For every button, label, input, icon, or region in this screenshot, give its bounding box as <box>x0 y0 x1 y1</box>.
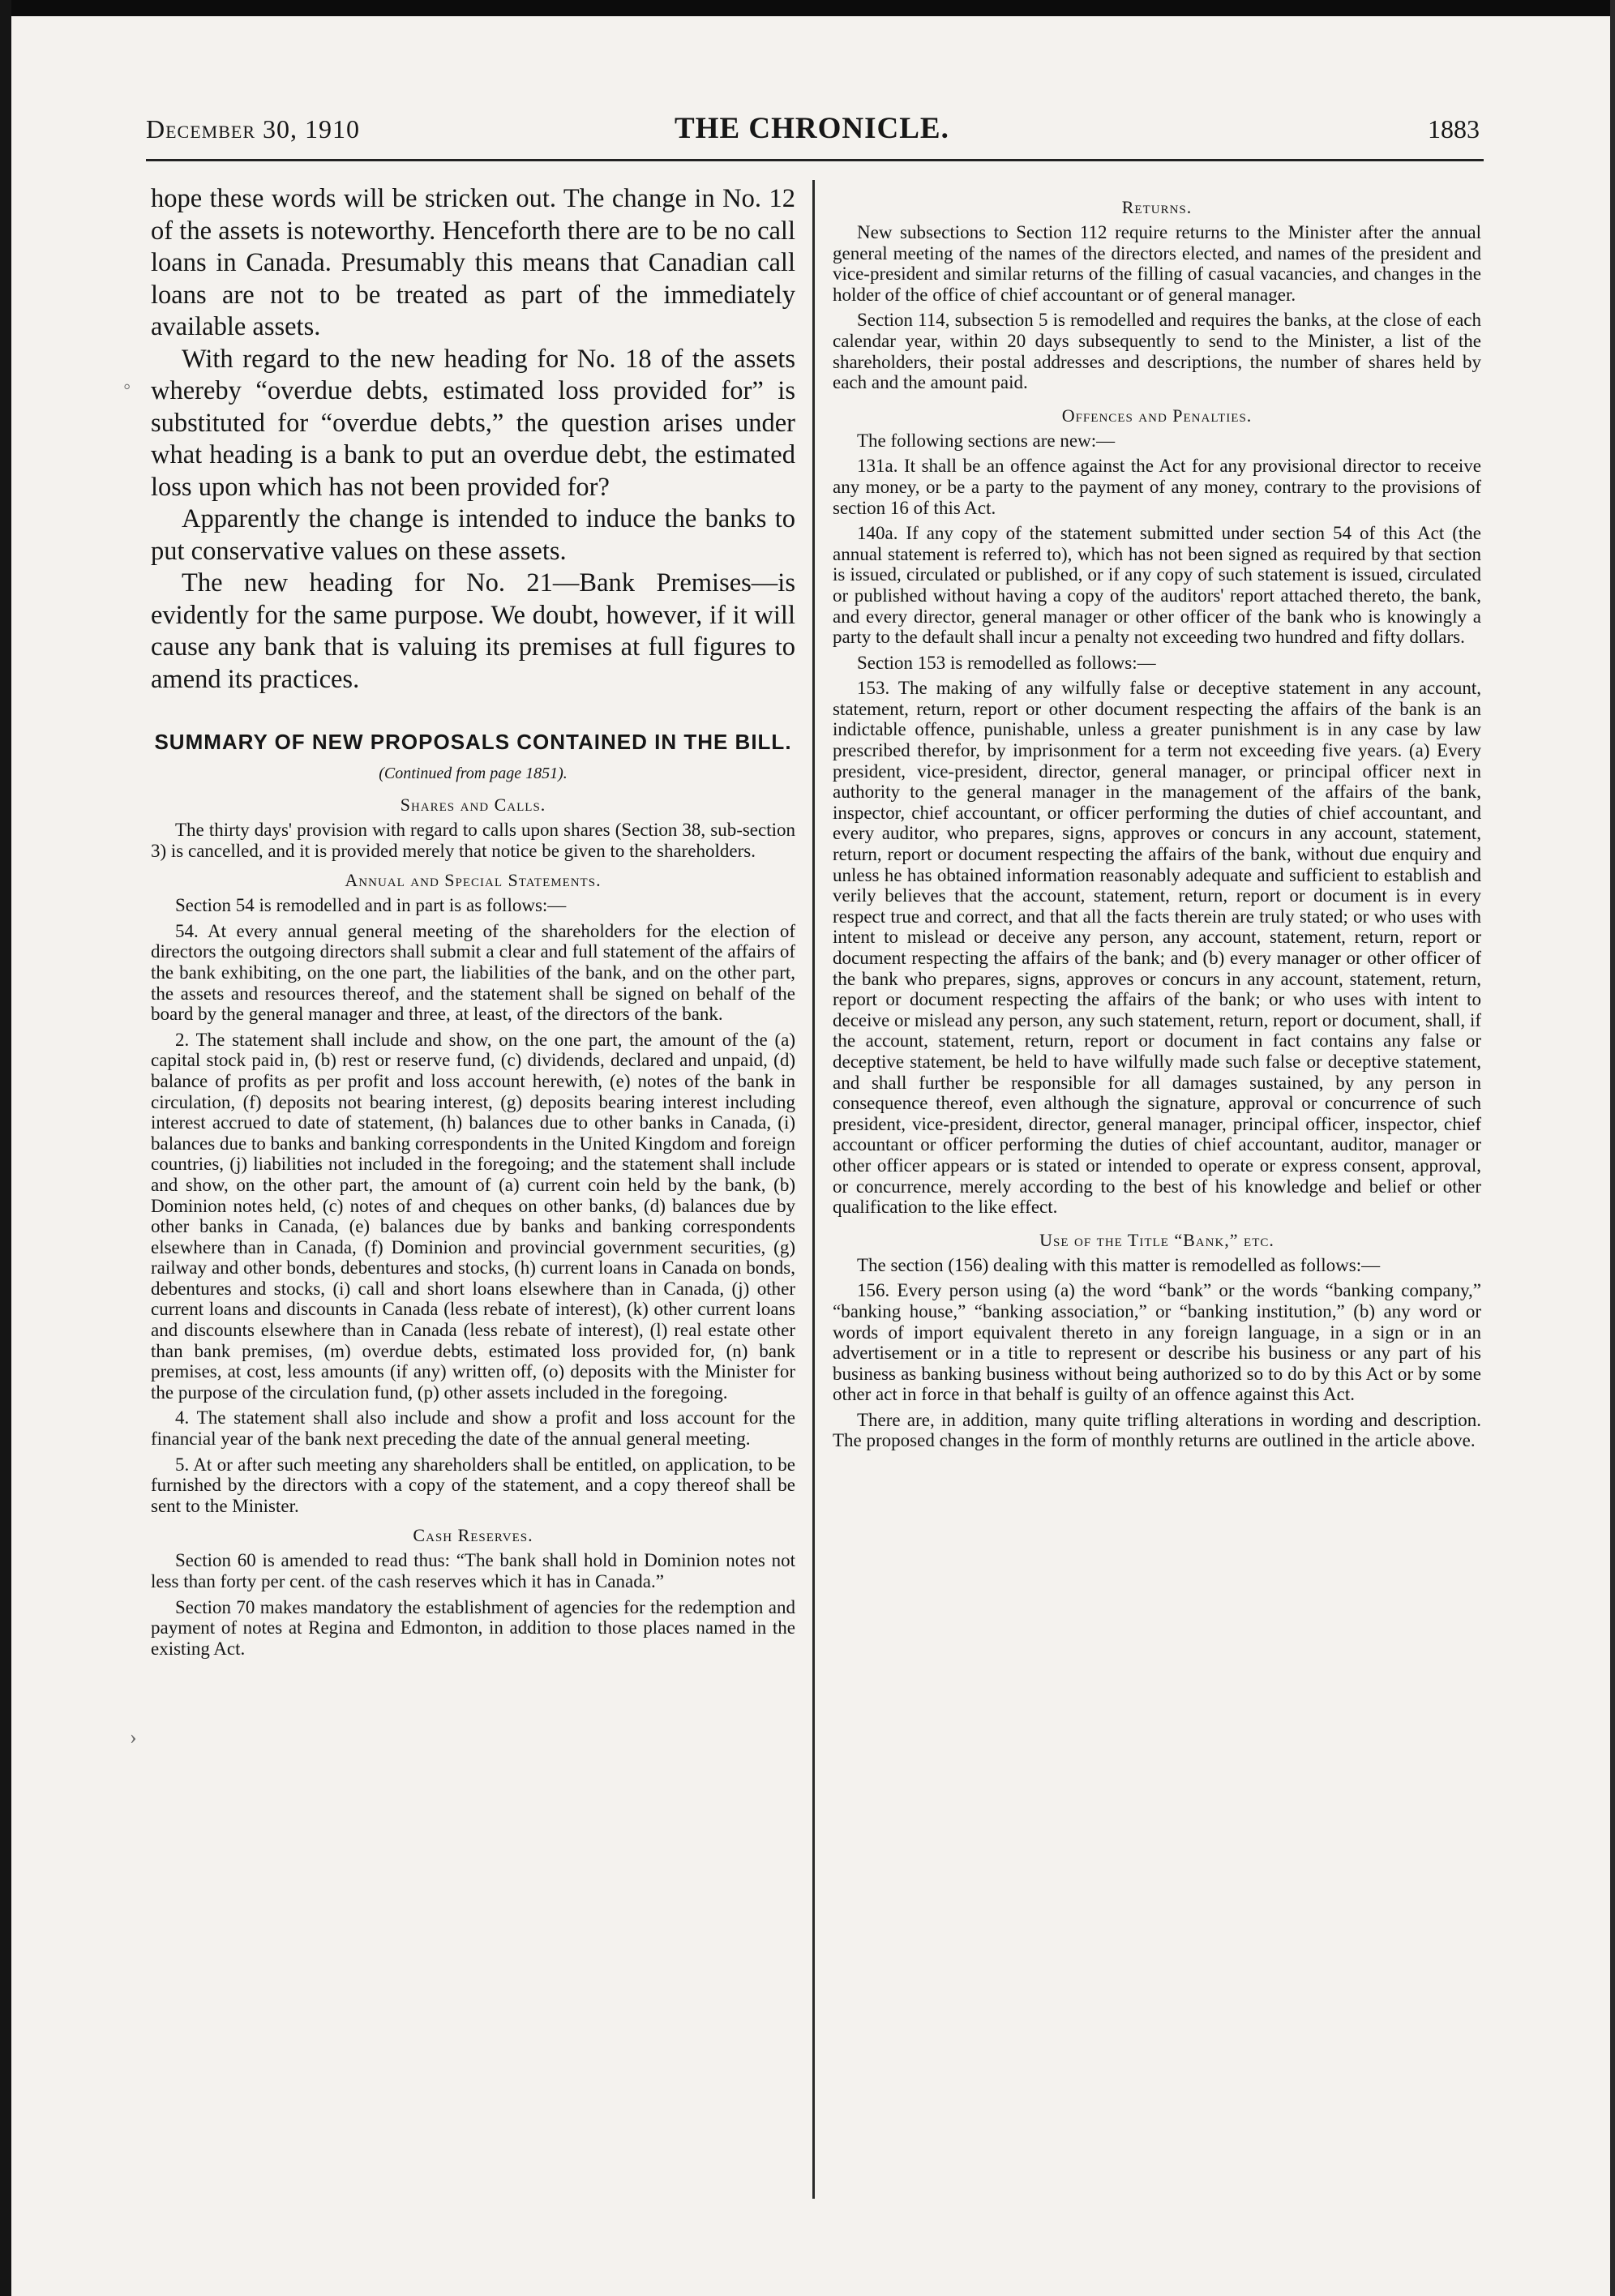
paragraph: 54. At every annual general meeting of the shareholders for the election of directors the outgoing directors shall submit a clear and full statement of the affairs of the bank exhibiting, on the one part, the liabilities of the bank, and on the other part, the assets and resources thereof, and the statement shall be signed on behalf of the board by the general manager and three, at least, of the directors of the bank. <box>151 920 795 1025</box>
offences-section <box>833 430 1481 1218</box>
paragraph: The following sections are new:— <box>857 430 1116 451</box>
scan-speck: › <box>130 1725 137 1749</box>
paragraph: Section 60 is amended to read thus: “The bank shall hold in Dominion notes not less than forty per cent. of the cash reserves which it has in Canada.” <box>151 1550 795 1591</box>
annual-section <box>151 895 795 1516</box>
paragraph: 156. Every person using (a) the word “bank” or the words “banking company,” “banking house,” “banking association,” or “banking institution,” (b) any word or words of import equivalent thereto in any foreign language, in a sign or in an advertisement or in a title to represent or describe his business or any part of his business as banking business without being authorized so to do by this Act or by some other act in force in that behalf is guilty of an offence against this Act. <box>833 1280 1481 1405</box>
offences-heading: Offences and Penalties. <box>1061 405 1253 426</box>
right-column <box>833 183 1481 1451</box>
paragraph: New subsections to Section 112 require returns to the Minister after the annual general meeting of the names of the directors elected, and names of the president and vice-president and similar returns of the filling of casual vacancies, and changes in the holder of the office of chief accountant or of general manager. <box>833 222 1481 305</box>
paragraph: Section 114, subsection 5 is remodelled and requires the banks, at the close of each calendar year, within 20 days subsequently to send to the Minister, a list of the shareholders, their postal addresses and descriptions, the number of shares held by each and the amount paid. <box>833 310 1481 393</box>
paragraph: Section 153 is remodelled as follows:— <box>857 652 1156 673</box>
scan-speck: ◦ <box>123 375 131 398</box>
paragraph: With regard to the new heading for No. 18 of the assets whereby “overdue debts, estimated loss provided for” is substituted for “overdue debts,” the question arises under what heading is a bank to put an overdue debt, the estimated loss upon which has not been provided for? <box>151 344 795 502</box>
summary-title: SUMMARY OF NEW PROPOSALS CONTAINED IN THE BILL. <box>154 730 792 754</box>
column-divider <box>812 180 815 2199</box>
paragraph: The section (156) dealing with this matter is remodelled as follows:— <box>857 1254 1381 1275</box>
paragraph: 5. At or after such meeting any shareholders shall be entitled, on application, to be furnished by the directors with a copy of the statement, and a copy thereof shall be sent to the Minister. <box>151 1454 795 1516</box>
shares-heading: Shares and Calls. <box>400 795 546 815</box>
editorial-text <box>151 183 795 696</box>
shares-section <box>151 820 795 861</box>
paragraph: Section 70 makes mandatory the establishment of agencies for the redemption and payment of notes at Regina and Edmonton, in addition to those places named in the existing Act. <box>151 1596 795 1659</box>
cash-section <box>151 1550 795 1659</box>
bank-title-section <box>833 1255 1481 1451</box>
paragraph: 4. The statement shall also include and show a profit and loss account for the financial year of the bank next preceding the date of the annual general meeting. <box>151 1407 795 1450</box>
paragraph: 131a. It shall be an offence against the Act for any provisional director to receive any money, or be a party to the payment of any money, contrary to the provisions of section 16 of this Act. <box>833 456 1481 518</box>
scan-edge-top <box>0 0 1615 16</box>
paragraph: There are, in addition, many quite trifling alterations in wording and description. The proposed changes in the form of monthly returns are outlined in the article above. <box>833 1409 1481 1451</box>
paragraph: Section 54 is remodelled and in part is as follows:— <box>175 895 567 916</box>
returns-section <box>833 222 1481 393</box>
paragraph: Apparently the change is intended to induce the banks to put conservative values on these assets. <box>151 504 795 566</box>
paragraph: 140a. If any copy of the statement submitted under section 54 of this Act (the annual statement is referred to), which has not been signed as required by that section is issued, circulated or published, or if any copy of such statement is issued, circulated or published without having a copy of the auditors' report attached thereto, the bank, and every director, general manager or other officer of the bank who is knowingly a party to the default shall incur a penalty not exceeding two hundred and fifty dollars. <box>833 523 1481 648</box>
publication-title: THE CHRONICLE. <box>675 112 949 145</box>
scan-edge-right <box>1610 0 1615 2296</box>
annual-heading: Annual and Special Statements. <box>345 870 602 891</box>
scan-edge-left <box>0 0 11 2296</box>
continued-note: (Continued from page 1851). <box>379 765 568 782</box>
page-number: 1883 <box>1428 114 1480 144</box>
paragraph: The new heading for No. 21—Bank Premises—is evidently for the same purpose. We doubt, however, if it will cause any bank that is valuing its premises at full figures to amend its practices. <box>151 568 795 694</box>
bank-title-heading: Use of the Title “Bank,” etc. <box>1039 1229 1274 1250</box>
paragraph: 153. The making of any wilfully false or deceptive statement in any account, statement, return, report or other document respecting the affairs of the bank is an indictable offence, punishable, unless a greater punishment is in any case by law prescribed therefor, by imprisonment for a term not exceeding five years. (a) Every president, vice-president, director, general manager, or principal officer next in authority to the general manager in the management of the affairs of the bank, inspector, chief accountant, or officer performing the duties of chief accountant, and every auditor, who prepares, signs, approves or concurs in any account, statement, return, report or document respecting the affairs of the bank, without due enquiry and unless he has obtained information reasonably adequate and sufficient to establish and verily believes that the account, statement, return, report or document is in every respect true and correct, and that all the facts therein are truly stated; or who uses with intent to mislead or deceive any person, any account, statement, return, report or document respecting the affairs of the bank; and (b) every manager or other officer of the bank who prepares, signs, approves or concurs in any account, statement, return, report or document respecting the affairs of the bank; or who uses with intent to deceive or mislead any person, any such statement, return, report or document, shall, if the account, statement, return, report or document in fact contains any false or deceptive statement, be held to have wilfully made such false or deceptive statement, and shall further be responsible for all damages sustained, by any person in consequence thereof, even although the signature, approval or concurrence of such president, vice-president, director, general manager, principal officer, inspector, chief accountant or officer performing the duties of chief accountant, auditor, manager or other officer appears or is stated or intended to operate or express consent, approval, or concurrence, merely according to the best of his knowledge and belief or other qualification to the like effect. <box>833 678 1481 1218</box>
cash-heading: Cash Reserves. <box>413 1525 533 1546</box>
paragraph: hope these words will be stricken out. The change in No. 12 of the assets is noteworthy. Henceforth there are to be no call loans in Canada. Presumably this means that Canadian call loans are not to be treated as part of the immediately available assets. <box>151 184 795 341</box>
left-column <box>151 183 795 1659</box>
header-rule <box>146 159 1484 161</box>
paragraph: The thirty days' provision with regard to calls upon shares (Section 38, sub-section 3) is cancelled, and it is provided merely that notice be given to the shareholders. <box>151 820 795 861</box>
paragraph: 2. The statement shall include and show, on the one part, the amount of the (a) capital stock paid in, (b) rest or reserve fund, (c) dividends, declared and unpaid, (d) balance of profits as per profit and loss account herewith, (e) notes of the bank in circulation, (f) deposits not bearing interest, (g) deposits bearing interest including interest accrued to date of statement, (h) balances due to other banks in Canada, (i) balances due to banks and banking correspondents in the United Kingdom and foreign countries, (j) liabilities not included in the foregoing; and the statement shall include and show, on the other part, the amount of (a) current coin held by the bank, (b) Dominion notes held, (c) notes of and cheques on other banks, (d) balances due by other banks in Canada, (e) balances due by banks and banking correspondents elsewhere than in Canada, (f) Dominion and provincial government securities, (g) railway and other bonds, debentures and stocks, (h) current loans in Canada on bonds, debentures and stocks, (i) call and short loans elsewhere than in Canada, (j) other current loans and discounts in Canada (less rebate of interest), (k) other current loans and discounts elsewhere than in Canada (less rebate of interest), (l) real estate other than bank premises, (m) overdue debts, estimated loss provided for, (n) bank premises, at cost, less amounts (if any) written off, (o) deposits with the Minister for the purpose of the circulation fund, (p) other assets included in the foregoing. <box>151 1029 795 1403</box>
returns-heading: Returns. <box>1121 197 1193 217</box>
header-date: December 30, 1910 <box>146 114 361 144</box>
page-header <box>146 109 1480 149</box>
